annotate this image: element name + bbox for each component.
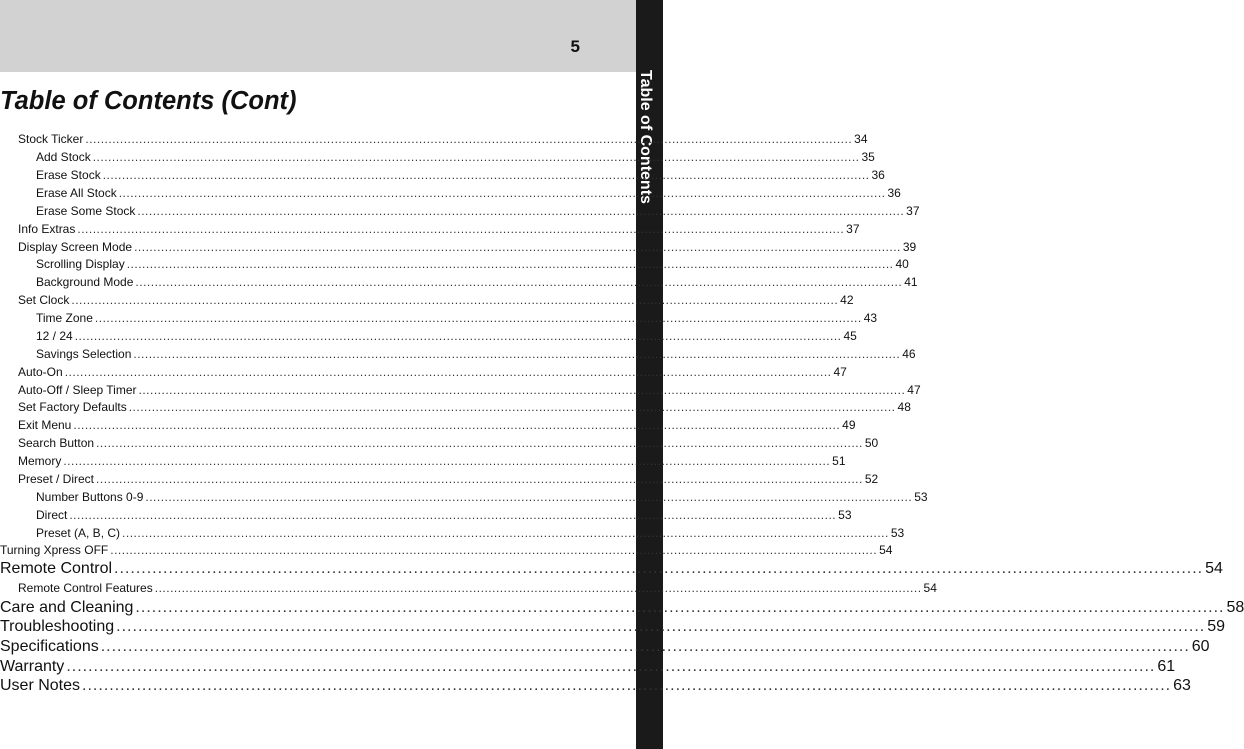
toc-entry-page: 60 [1191, 638, 1210, 655]
toc-entry[interactable] [0, 454, 846, 468]
toc-entry[interactable] [0, 436, 879, 450]
toc-entry[interactable] [0, 257, 909, 271]
toc-leader-dots: ........................................................................................................................................................................................................ [122, 526, 889, 540]
toc-entry[interactable] [0, 599, 1244, 617]
toc-entry-page: 53 [890, 526, 905, 540]
toc-leader-dots: ........................................................................................................................................................................................................ [96, 436, 863, 450]
toc-entry-page: 54 [923, 581, 937, 595]
toc-entry-label: Info Extras [18, 222, 76, 236]
toc-entry[interactable] [0, 677, 1191, 695]
toc-leader-dots: ........................................................................................................................................................................................................ [74, 329, 842, 343]
toc-entry-page: 35 [861, 150, 875, 164]
toc-leader-dots: ........................................................................................................................................................................................................ [85, 132, 853, 146]
toc-entry[interactable] [0, 490, 928, 504]
toc-entry[interactable] [0, 311, 878, 325]
toc-entry-label: Direct [36, 508, 68, 522]
side-tab-label: Table of Contents [637, 70, 654, 204]
toc-entry-label: Erase Some Stock [36, 204, 136, 218]
toc-leader-dots: ........................................................................................................................................................................................................ [134, 240, 901, 254]
toc-entry-label: Auto-Off / Sleep Timer [18, 383, 137, 397]
toc-entry-page: 53 [838, 508, 852, 522]
toc-leader-dots: ........................................................................................................................................................................................................ [135, 275, 903, 289]
toc-entry-label: 12 / 24 [36, 329, 73, 343]
toc-entry[interactable] [0, 560, 1223, 578]
toc-entry-page: 34 [854, 132, 868, 146]
toc-entry[interactable] [0, 275, 918, 289]
toc-leader-dots: ........................................................................................................................................................................................................ [82, 677, 1172, 694]
toc-entry[interactable] [0, 204, 920, 218]
toc-entry-page: 37 [906, 204, 920, 218]
toc-leader-dots: ........................................................................................................................................................................................................ [110, 543, 878, 557]
toc-entry[interactable] [0, 658, 1176, 676]
toc-entry[interactable] [0, 638, 1210, 656]
toc-entry-page: 47 [907, 383, 921, 397]
toc-entry-label: Troubleshooting [0, 618, 115, 635]
toc-leader-dots: ........................................................................................................................................................................................................ [154, 581, 922, 595]
toc-entry[interactable] [0, 240, 917, 254]
toc-entry-label: Erase Stock [36, 168, 101, 182]
toc-entry-page: 52 [864, 472, 879, 486]
toc-entry-page: 61 [1157, 658, 1176, 675]
toc-entry-page: 45 [843, 329, 857, 343]
toc-entry[interactable] [0, 222, 860, 236]
toc-entry-label: Specifications [0, 638, 99, 655]
page-number: 5 [570, 37, 580, 56]
toc-entry-label: Exit Menu [18, 418, 72, 432]
toc-entry-page: 63 [1173, 677, 1191, 694]
toc-leader-dots: ........................................................................................................................................................................................................ [94, 311, 862, 325]
toc-entry-label: Search Button [18, 436, 95, 450]
toc-leader-dots: ........................................................................................................................................................................................................ [63, 454, 831, 468]
toc-leader-dots: ........................................................................................................................................................................................................ [114, 560, 1204, 577]
toc-entry[interactable] [0, 526, 905, 540]
toc-entry-page: 36 [887, 186, 901, 200]
toc-entry-label: Add Stock [36, 150, 91, 164]
toc-leader-dots: ........................................................................................................................................................................................................ [128, 400, 896, 414]
toc-entry-page: 41 [904, 275, 918, 289]
toc-entry-label: Display Screen Mode [18, 240, 133, 254]
toc-entry[interactable] [0, 347, 916, 361]
toc-entry[interactable] [0, 400, 911, 414]
toc-leader-dots: ........................................................................................................................................................................................................ [145, 490, 913, 504]
toc-entry[interactable] [0, 186, 901, 200]
toc-leader-dots: ........................................................................................................................................................................................................ [96, 472, 863, 486]
toc-entry[interactable] [0, 168, 885, 182]
toc-leader-dots: ........................................................................................................................................................................................................ [69, 508, 837, 522]
toc-entry-label: Scrolling Display [36, 257, 125, 271]
toc-leader-dots: ........................................................................................................................................................................................................ [126, 257, 894, 271]
toc-entry-label: Remote Control [0, 560, 113, 577]
toc-leader-dots: ........................................................................................................................................................................................................ [73, 418, 841, 432]
toc-entry-page: 43 [863, 311, 878, 325]
toc-leader-dots: ........................................................................................................................................................................................................ [64, 365, 832, 379]
toc-entry[interactable] [0, 472, 879, 486]
toc-entry-label: Number Buttons 0-9 [36, 490, 144, 504]
toc-entry[interactable] [0, 293, 854, 307]
toc-leader-dots: ........................................................................................................................................................................................................ [92, 150, 860, 164]
toc-entry-label: Preset / Direct [18, 472, 95, 486]
toc-entry-page: 42 [840, 293, 854, 307]
toc-leader-dots: ........................................................................................................................................................................................................ [135, 599, 1225, 616]
toc-leader-dots: ........................................................................................................................................................................................................ [71, 293, 839, 307]
toc-entry-label: Memory [18, 454, 62, 468]
toc-leader-dots: ........................................................................................................................................................................................................ [133, 347, 901, 361]
toc-entry-page: 59 [1207, 618, 1226, 635]
toc-entry[interactable] [0, 581, 937, 595]
toc-entry-label: Stock Ticker [18, 132, 84, 146]
page-title: Table of Contents (Cont) [0, 87, 297, 115]
toc-entry-label: Auto-On [18, 365, 63, 379]
toc-entry-label: Set Factory Defaults [18, 400, 127, 414]
toc-entry-page: 54 [879, 543, 893, 557]
toc-entry-label: Background Mode [36, 275, 134, 289]
toc-leader-dots: ........................................................................................................................................................................................................ [66, 658, 1156, 675]
toc-entry[interactable] [0, 365, 847, 379]
toc-entry-page: 58 [1226, 599, 1244, 616]
toc-entry-page: 54 [1205, 560, 1223, 577]
toc-entry-page: 51 [832, 454, 846, 468]
toc-leader-dots: ........................................................................................................................................................................................................ [137, 204, 905, 218]
toc-entry-label: Erase All Stock [36, 186, 117, 200]
toc-entry-page: 53 [914, 490, 928, 504]
toc-entry[interactable] [0, 329, 857, 343]
toc-entry-label: Preset (A, B, C) [36, 526, 121, 540]
toc-entry-page: 49 [842, 418, 856, 432]
toc-entry-page: 37 [846, 222, 860, 236]
toc-entry[interactable] [0, 508, 852, 522]
toc-entry[interactable] [0, 150, 875, 164]
toc-entry-page: 46 [902, 347, 916, 361]
toc-leader-dots: ........................................................................................................................................................................................................ [118, 186, 886, 200]
toc-entry-label: Time Zone [36, 311, 93, 325]
toc-entry-page: 50 [864, 436, 879, 450]
toc-entry-label: Care and Cleaning [0, 599, 134, 616]
toc-entry-page: 48 [897, 400, 911, 414]
toc-entry[interactable] [0, 418, 856, 432]
toc-leader-dots: ........................................................................................................................................................................................................ [100, 638, 1190, 655]
toc-entry-page: 40 [895, 257, 909, 271]
toc-leader-dots: ........................................................................................................................................................................................................ [77, 222, 845, 236]
toc-entry[interactable] [0, 383, 921, 397]
toc-entry-label: Turning Xpress OFF [0, 543, 109, 557]
toc-leader-dots: ........................................................................................................................................................................................................ [102, 168, 870, 182]
toc-entry-label: Remote Control Features [18, 581, 153, 595]
toc-entry-page: 47 [833, 365, 847, 379]
toc-entry-label: Warranty [0, 658, 65, 675]
toc-entry-label: User Notes [0, 677, 81, 694]
toc-entry[interactable] [0, 132, 868, 146]
toc-leader-dots: ........................................................................................................................................................................................................ [116, 618, 1206, 635]
toc-entry-page: 36 [871, 168, 885, 182]
toc-entry-page: 39 [902, 240, 917, 254]
toc-entry-label: Set Clock [18, 293, 70, 307]
toc-leader-dots: ........................................................................................................................................................................................................ [138, 383, 906, 397]
toc-entry[interactable] [0, 543, 893, 557]
toc-entry[interactable] [0, 618, 1226, 636]
toc-entry-label: Savings Selection [36, 347, 132, 361]
